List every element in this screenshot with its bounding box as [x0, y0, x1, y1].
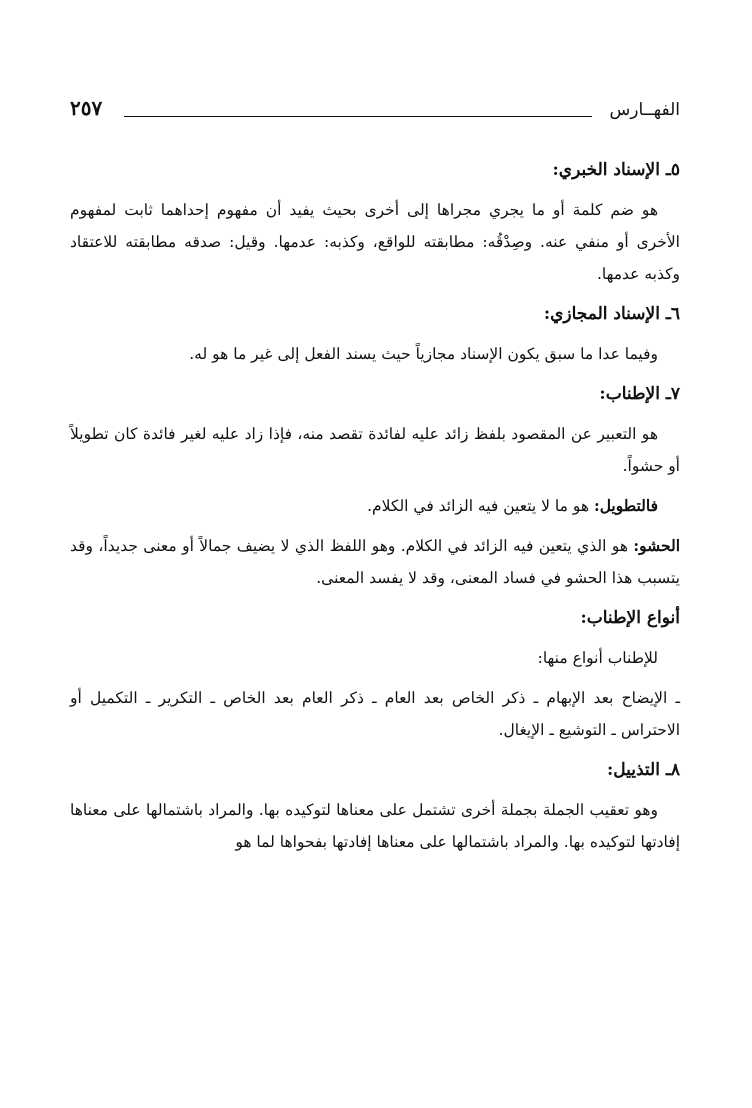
heading-tadhyeel: ٨ـ التذييل: — [606, 760, 680, 780]
definition-tatweel: هو ما لا يتعين فيه الزائد في الكلام. — [367, 497, 594, 515]
paragraph-khabari: هو ضم كلمة أو ما يجري مجراها إلى أخرى بحيث يفيد أن مفهوم إحداهما ثابت لمفهوم الأخرى أو منفي عنه. وصِدْقُه: مطابقته للواقع، وكذبه: عدمها. وقيل: صدقه مطابقته للاعتقاد وكذبه عدمها. — [70, 201, 680, 283]
paragraph-tadhyeel: وهو تعقيب الجملة بجملة أخرى تشتمل على معناها لتوكيده بها. والمراد باشتمالها على معناها إفادتها لتوكيده بها. والمراد باشتمالها على معناها إفادتها بفحواها لما هو — [70, 801, 680, 851]
paragraph-types-list: ـ الإيضاح بعد الإبهام ـ ذكر الخاص بعد العام ـ ذكر العام بعد الخاص ـ التكرير ـ التكميل أو الاحتراس ـ التوشيع ـ الإيغال. — [70, 689, 680, 739]
paragraph-hashw — [70, 530, 680, 594]
heading-itnab: ٧ـ الإطناب: — [599, 384, 680, 404]
heading-majazi: ٦ـ الإسناد المجازي: — [543, 304, 680, 324]
paragraph-majazi: وفيما عدا ما سبق يكون الإسناد مجازياً حيث يسند الفعل إلى غير ما هو له. — [189, 345, 658, 363]
page-body — [70, 150, 680, 866]
heading-khabari: ٥ـ الإسناد الخبري: — [552, 160, 680, 180]
page-header — [70, 96, 680, 126]
term-hashw: الحشو: — [633, 536, 680, 555]
header-rule — [124, 116, 592, 117]
paragraph-tatweel — [70, 490, 680, 522]
running-title: الفهــارس — [609, 100, 680, 120]
heading-itnab-types: أنواع الإطناب: — [580, 608, 680, 628]
paragraph-itnab: هو التعبير عن المقصود بلفظ زائد عليه لفائدة تقصد منه، فإذا زاد عليه لغير فائدة كان تطويلاً أو حشواً. — [70, 425, 680, 475]
page-number: ٢٥٧ — [70, 96, 103, 120]
paragraph-types-intro: للإطناب أنواع منها: — [537, 649, 658, 667]
term-tatweel: فالتطويل: — [593, 496, 658, 515]
definition-hashw: هو الذي يتعين فيه الزائد في الكلام. وهو اللفظ الذي لا يضيف جمالاً أو معنى جديداً، وقد يتسبب هذا الحشو في فساد المعنى، وقد لا يفسد المعنى. — [70, 537, 680, 587]
